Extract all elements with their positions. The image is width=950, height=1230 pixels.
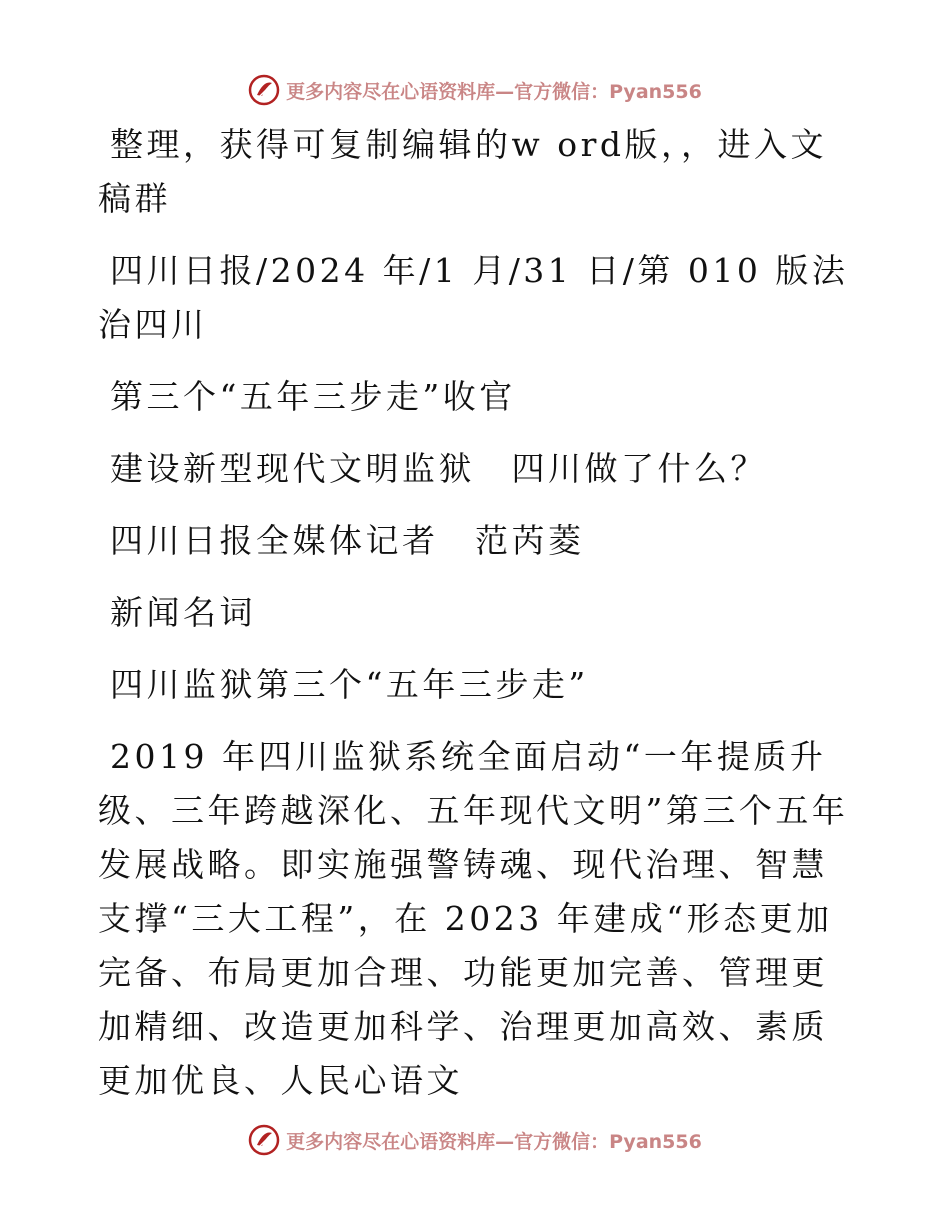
header-banner-text: 更多内容尽在心语资料库—官方微信：Pyan556 <box>286 80 702 103</box>
paragraph-section-label: 新闻名词 <box>110 593 256 632</box>
paragraph-headline: 建设新型现代文明监狱 四川做了什么？ <box>110 449 767 488</box>
logo-icon <box>248 1124 280 1156</box>
paragraph-body: 2019 年四川监狱系统全面启动“一年提质升级、三年跨越深化、五年现代文明”第三个五年发展战略。即实施强警铸魂、现代治理、智慧支撑“三大工程”，在 2023 年建成“形态更加完备、布局更加合理、功能更加完善、管理更加精细、改造更加科学、治理更加高效、素质更加优良、人民心语文 <box>98 737 849 1100</box>
paragraph-intro: 整理，获得可复制编辑的w ord版，，进入文稿群 <box>98 125 828 218</box>
paragraph-term: 四川监狱第三个“五年三步走” <box>110 665 589 704</box>
paragraph-source: 四川日报/2024 年/1 月/31 日/第 010 版法治四川 <box>98 251 849 344</box>
footer-banner <box>0 1120 950 1160</box>
footer-banner-text: 更多内容尽在心语资料库—官方微信：Pyan556 <box>286 1130 702 1153</box>
paragraph-headline-kicker: 第三个“五年三步走”收官 <box>110 377 516 416</box>
paragraph-byline: 四川日报全媒体记者 范芮菱 <box>110 521 585 560</box>
header-banner <box>0 70 950 110</box>
logo-icon <box>248 74 280 106</box>
document-body <box>98 118 853 1108</box>
